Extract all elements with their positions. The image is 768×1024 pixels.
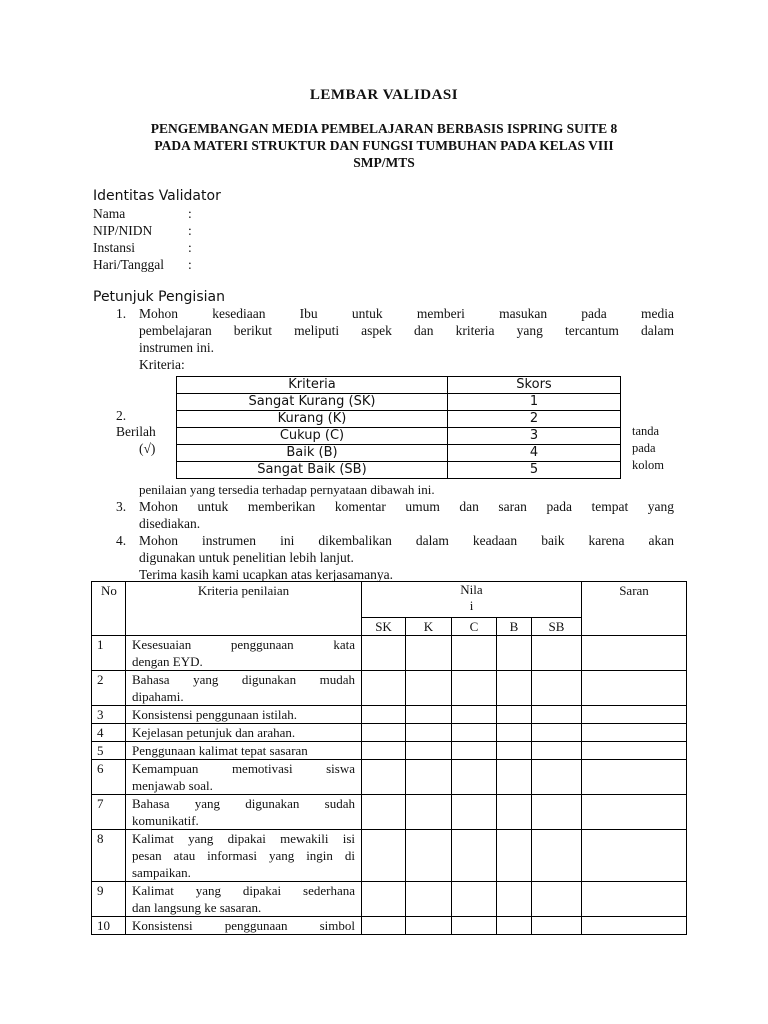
row-criteria <box>126 706 362 724</box>
criteria-score-cell: 5 <box>448 462 621 479</box>
row-criteria-line-2: komunikatif. <box>132 813 199 828</box>
instruction-1-number: 1. <box>116 306 127 321</box>
row-number: 3 <box>92 706 126 724</box>
criteria-score-cell: 3 <box>448 428 621 445</box>
identity-colon: : <box>188 206 192 221</box>
header-score-b: B <box>497 618 532 636</box>
document-subtitle-line-1: PENGEMBANGAN MEDIA PEMBELAJARAN BERBASIS ISPRING SUITE 8 <box>150 121 618 136</box>
score-cell-sb[interactable] <box>532 724 582 742</box>
score-cell-c[interactable] <box>452 706 497 724</box>
instruction-4-line-2: digunakan untuk penelitian lebih lanjut. <box>139 550 354 565</box>
row-criteria-line-1: Bahasa yang digunakan sudah <box>132 796 355 811</box>
score-cell-sk[interactable] <box>362 795 406 830</box>
row-criteria <box>126 742 362 760</box>
criteria-score-cell: 1 <box>448 394 621 411</box>
identity-colon: : <box>188 257 192 272</box>
row-number: 7 <box>92 795 126 830</box>
identity-heading: Identitas Validator <box>93 188 221 204</box>
row-number: 2 <box>92 671 126 706</box>
table-row <box>92 724 687 742</box>
instruction-2-continued: penilaian yang tersedia terhadap pernyataan dibawah ini. <box>139 482 435 497</box>
row-number: 6 <box>92 760 126 795</box>
table-row <box>92 882 687 917</box>
score-cell-sk[interactable] <box>362 724 406 742</box>
saran-cell[interactable] <box>582 724 687 742</box>
criteria-row <box>177 445 621 462</box>
row-criteria-line-2: dengan EYD. <box>132 654 203 669</box>
row-criteria-line-1: Konsistensi penggunaan istilah. <box>132 707 298 722</box>
row-criteria-line-1: Kesesuaian penggunaan kata <box>132 637 355 652</box>
row-criteria-line-2: menjawab soal. <box>132 778 213 793</box>
instruction-1-line-3: instrumen ini. <box>139 340 214 355</box>
score-cell-sb[interactable] <box>532 760 582 795</box>
header-nilai-line-2: i <box>469 598 474 613</box>
criteria-score-cell: 4 <box>448 445 621 462</box>
score-cell-k[interactable] <box>406 917 452 935</box>
header-kriteria-penilaian: Kriteria penilaian <box>126 582 362 636</box>
header-nilai-line-1: Nila <box>460 582 483 597</box>
score-cell-c[interactable] <box>452 671 497 706</box>
score-cell-sk[interactable] <box>362 760 406 795</box>
saran-cell[interactable] <box>582 760 687 795</box>
table-row <box>92 830 687 882</box>
row-criteria-line-3: sampaikan. <box>132 865 191 880</box>
table-row <box>92 742 687 760</box>
score-cell-sb[interactable] <box>532 742 582 760</box>
header-saran: Saran <box>582 582 687 636</box>
criteria-header-skors: Skors <box>448 377 621 394</box>
score-cell-c[interactable] <box>452 830 497 882</box>
criteria-label-cell: Kurang (K) <box>177 411 448 428</box>
header-no: No <box>92 582 126 636</box>
table-row <box>92 636 687 671</box>
validation-header-row <box>92 582 687 618</box>
criteria-row <box>177 411 621 428</box>
identity-label-instansi: Instansi <box>93 240 135 255</box>
criteria-header-kriteria: Kriteria <box>177 377 448 394</box>
identity-colon: : <box>188 223 192 238</box>
score-cell-k[interactable] <box>406 671 452 706</box>
saran-cell[interactable] <box>582 882 687 917</box>
row-criteria <box>126 671 362 706</box>
score-cell-k[interactable] <box>406 795 452 830</box>
header-score-c: C <box>452 618 497 636</box>
criteria-row <box>177 462 621 479</box>
score-cell-sk[interactable] <box>362 742 406 760</box>
identity-label-nip: NIP/NIDN <box>93 223 153 238</box>
table-row <box>92 760 687 795</box>
instruction-4-number: 4. <box>116 533 127 548</box>
document-subtitle-line-2: PADA MATERI STRUKTUR DAN FUNGSI TUMBUHAN PADA KELAS VIII <box>154 138 614 153</box>
criteria-row <box>177 428 621 445</box>
saran-cell[interactable] <box>582 830 687 882</box>
identity-colon: : <box>188 240 192 255</box>
row-criteria <box>126 882 362 917</box>
instruction-3-number: 3. <box>116 499 127 514</box>
score-cell-sk[interactable] <box>362 671 406 706</box>
row-criteria-line-1: Bahasa yang digunakan mudah <box>132 672 355 687</box>
score-cell-b[interactable] <box>497 882 532 917</box>
header-nilai <box>362 582 582 618</box>
score-cell-sb[interactable] <box>532 795 582 830</box>
row-number: 9 <box>92 882 126 917</box>
criteria-label-cell: Sangat Kurang (SK) <box>177 394 448 411</box>
row-number: 1 <box>92 636 126 671</box>
score-cell-sb[interactable] <box>532 636 582 671</box>
instruction-4-line-1: Mohon instrumen ini dikembalikan dalam keadaan baik karena akan <box>139 533 674 548</box>
instructions-heading: Petunjuk Pengisian <box>93 289 225 305</box>
saran-cell[interactable] <box>582 742 687 760</box>
score-cell-sk[interactable] <box>362 882 406 917</box>
row-criteria <box>126 795 362 830</box>
table-row <box>92 671 687 706</box>
document-subtitle-line-3: SMP/MTS <box>353 155 415 170</box>
row-criteria <box>126 724 362 742</box>
instruction-2-right-3: kolom <box>632 458 664 472</box>
score-cell-b[interactable] <box>497 795 532 830</box>
score-cell-sb[interactable] <box>532 671 582 706</box>
criteria-row <box>177 394 621 411</box>
row-number: 8 <box>92 830 126 882</box>
instruction-3-line-2: disediakan. <box>139 516 201 531</box>
score-cell-sk[interactable] <box>362 830 406 882</box>
identity-label-nama: Nama <box>93 206 126 221</box>
saran-cell[interactable] <box>582 917 687 935</box>
identity-label-tanggal: Hari/Tanggal <box>93 257 165 272</box>
check-mark-symbol: (√) <box>139 441 156 456</box>
score-cell-b[interactable] <box>497 917 532 935</box>
criteria-score-cell: 2 <box>448 411 621 428</box>
score-cell-sk[interactable] <box>362 636 406 671</box>
score-cell-sb[interactable] <box>532 706 582 724</box>
row-criteria-line-1: Kalimat yang dipakai sederhana <box>132 883 355 898</box>
row-criteria <box>126 636 362 671</box>
row-criteria <box>126 917 362 935</box>
score-cell-b[interactable] <box>497 671 532 706</box>
row-criteria <box>126 830 362 882</box>
criteria-table-header <box>177 377 621 394</box>
header-score-sk: SK <box>362 618 406 636</box>
criteria-label-cell: Baik (B) <box>177 445 448 462</box>
criteria-label-cell: Sangat Baik (SB) <box>177 462 448 479</box>
score-cell-k[interactable] <box>406 760 452 795</box>
row-criteria-line-1: Kejelasan petunjuk dan arahan. <box>132 725 296 740</box>
row-criteria-line-2: dan langsung ke sasaran. <box>132 900 262 915</box>
score-cell-sk[interactable] <box>362 706 406 724</box>
score-cell-b[interactable] <box>497 742 532 760</box>
score-cell-c[interactable] <box>452 742 497 760</box>
score-cell-k[interactable] <box>406 706 452 724</box>
criteria-label-cell: Cukup (C) <box>177 428 448 445</box>
saran-cell[interactable] <box>582 795 687 830</box>
row-criteria-line-1: Konsistensi penggunaan simbol <box>132 918 355 933</box>
table-row <box>92 706 687 724</box>
table-row <box>92 917 687 935</box>
score-cell-sb[interactable] <box>532 917 582 935</box>
row-criteria <box>126 760 362 795</box>
header-score-sb: SB <box>532 618 582 636</box>
score-cell-b[interactable] <box>497 706 532 724</box>
row-number: 5 <box>92 742 126 760</box>
saran-cell[interactable] <box>582 671 687 706</box>
row-number: 4 <box>92 724 126 742</box>
score-cell-k[interactable] <box>406 724 452 742</box>
instruction-2-left: Berilah <box>116 424 156 439</box>
instruction-1-line-1: Mohon kesediaan Ibu untuk memberi masukan pada media <box>139 306 674 321</box>
instruction-3-line-1: Mohon untuk memberikan komentar umum dan saran pada tempat yang <box>139 499 674 514</box>
criteria-score-table <box>176 376 621 479</box>
row-criteria-line-2: pesan atau informasi yang ingin di <box>132 848 355 863</box>
score-cell-c[interactable] <box>452 917 497 935</box>
instruction-2-number: 2. <box>116 408 127 423</box>
score-cell-sk[interactable] <box>362 917 406 935</box>
saran-cell[interactable] <box>582 636 687 671</box>
saran-cell[interactable] <box>582 706 687 724</box>
score-cell-c[interactable] <box>452 636 497 671</box>
score-cell-sb[interactable] <box>532 830 582 882</box>
score-cell-k[interactable] <box>406 830 452 882</box>
score-cell-sb[interactable] <box>532 882 582 917</box>
criteria-label: Kriteria: <box>139 357 185 372</box>
row-criteria-line-2: dipahami. <box>132 689 184 704</box>
document-title: LEMBAR VALIDASI <box>309 87 459 103</box>
score-cell-b[interactable] <box>497 724 532 742</box>
header-score-k: K <box>406 618 452 636</box>
score-cell-k[interactable] <box>406 742 452 760</box>
row-number: 10 <box>92 917 126 935</box>
validation-table <box>91 581 687 935</box>
score-cell-b[interactable] <box>497 760 532 795</box>
score-cell-k[interactable] <box>406 882 452 917</box>
table-row <box>92 795 687 830</box>
row-criteria-line-1: Kemampuan memotivasi siswa <box>132 761 355 776</box>
thanks-text: Terima kasih kami ucapkan atas kerjasamanya. <box>139 567 393 582</box>
score-cell-c[interactable] <box>452 760 497 795</box>
instruction-1-line-2: pembelajaran berikut meliputi aspek dan kriteria yang tercantum dalam <box>139 323 674 338</box>
score-cell-c[interactable] <box>452 882 497 917</box>
score-cell-b[interactable] <box>497 636 532 671</box>
score-cell-c[interactable] <box>452 795 497 830</box>
score-cell-b[interactable] <box>497 830 532 882</box>
instruction-2-right-2: pada <box>632 441 656 455</box>
score-cell-c[interactable] <box>452 724 497 742</box>
row-criteria-line-1: Penggunaan kalimat tepat sasaran <box>132 743 308 758</box>
row-criteria-line-1: Kalimat yang dipakai mewakili isi <box>132 831 355 846</box>
instruction-2-right-1: tanda <box>632 424 660 438</box>
score-cell-k[interactable] <box>406 636 452 671</box>
